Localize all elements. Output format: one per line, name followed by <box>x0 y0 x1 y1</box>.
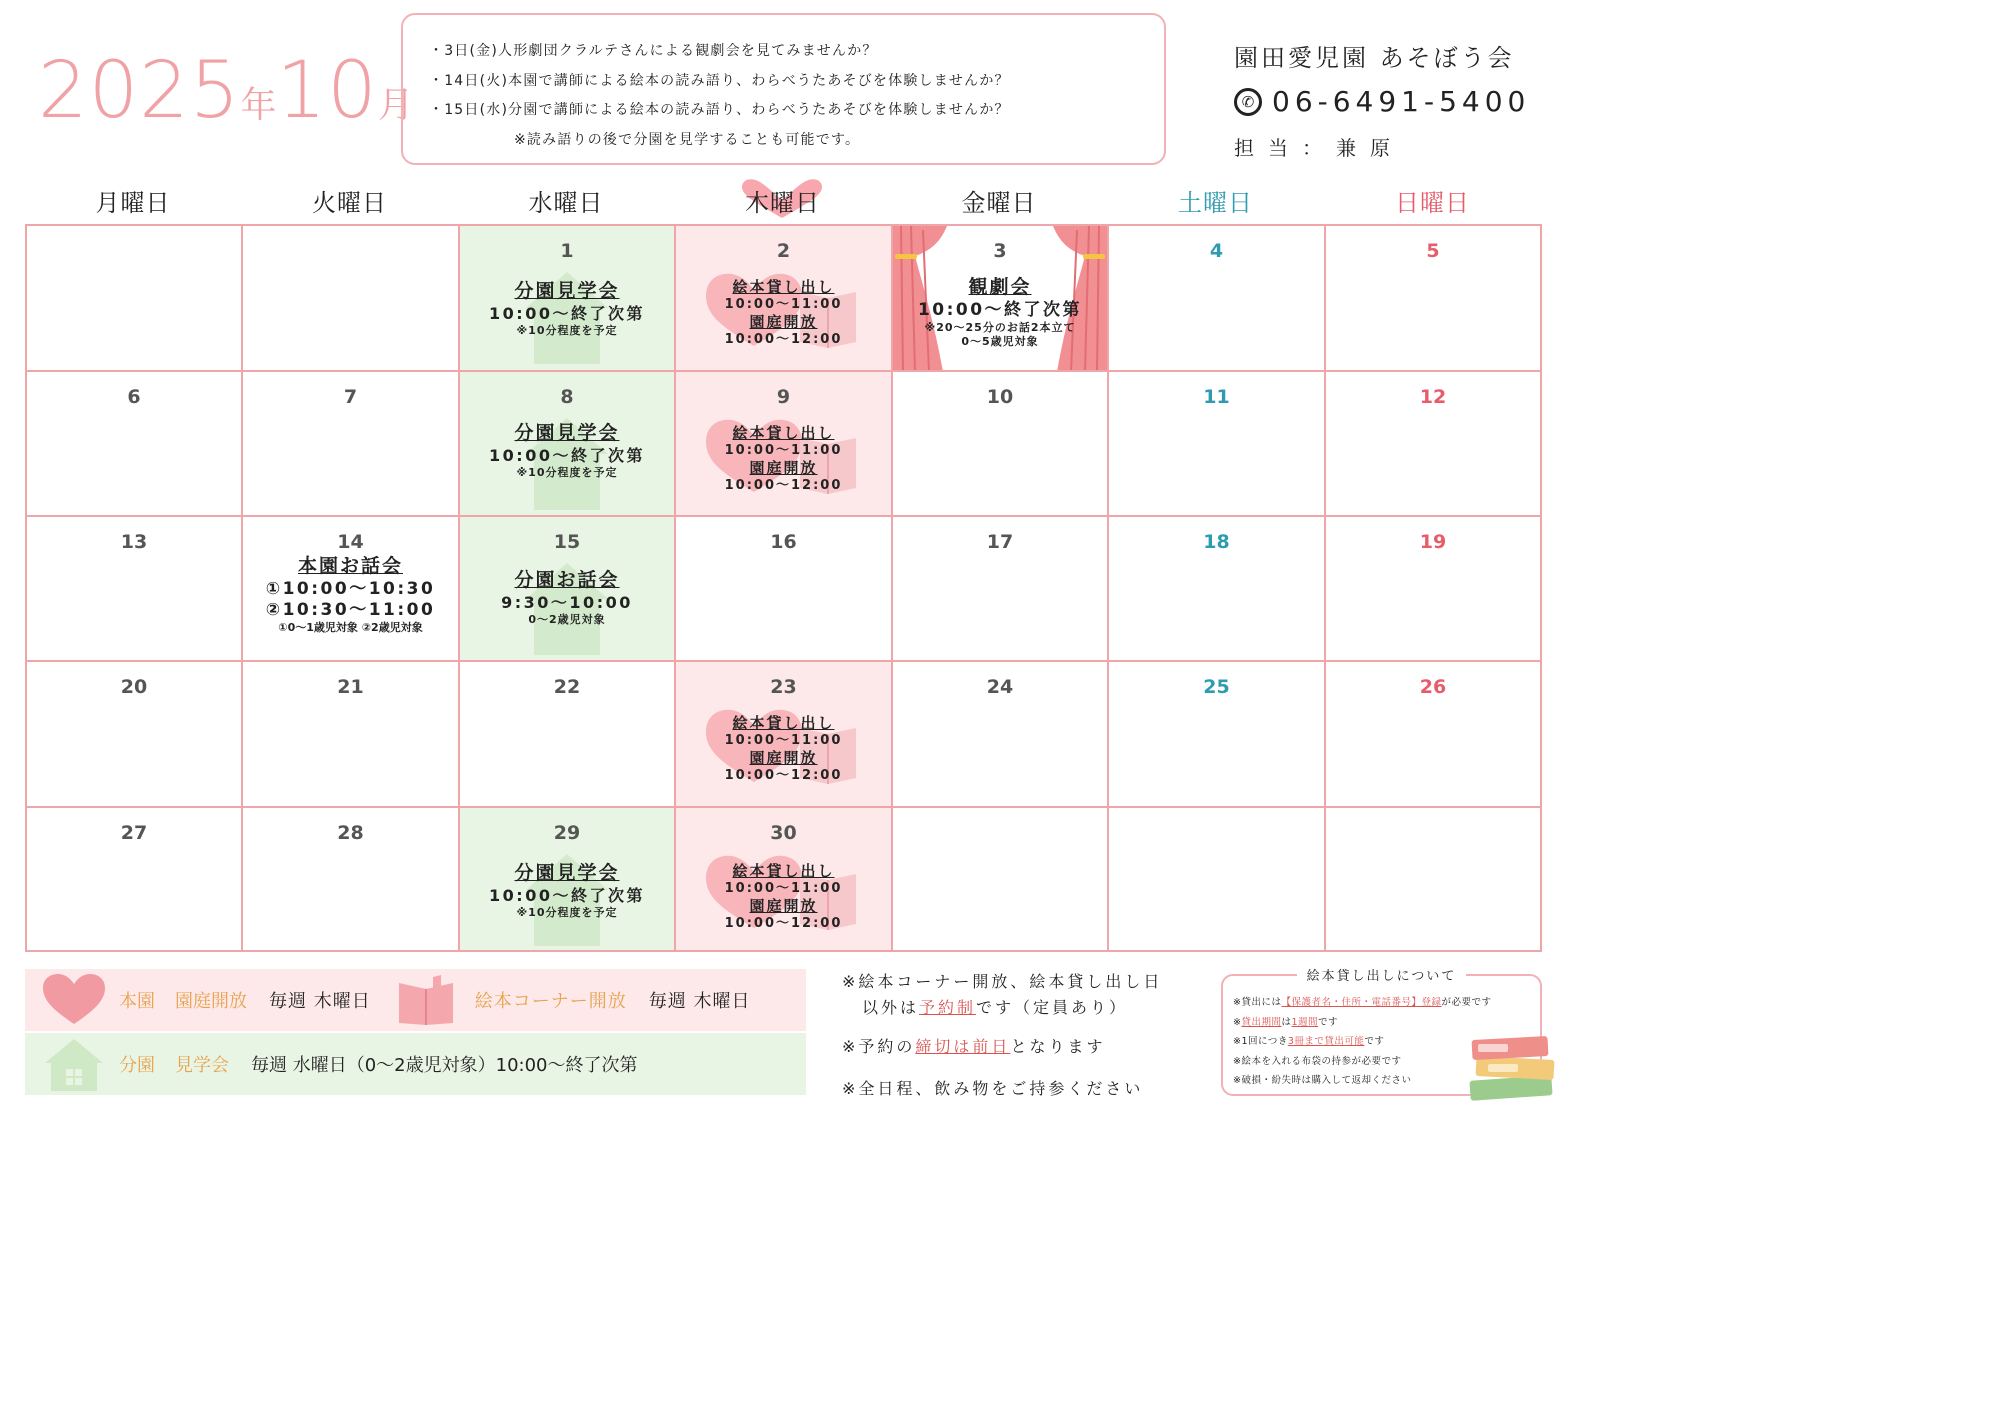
event-time: 10:00～終了次第 <box>489 303 645 323</box>
day-number: 14 <box>337 531 364 553</box>
day-number: 28 <box>337 822 364 844</box>
lending-item-4: ※絵本を入れる布袋の持参が必要です <box>1233 1055 1402 1067</box>
day-cell-21 <box>243 662 460 808</box>
weekday-tue: 火曜日 <box>312 188 387 217</box>
calendar-title <box>38 46 414 136</box>
legend-schedule: 毎週 水曜日（0～2歳児対象）10:00～終了次第 <box>251 1055 638 1076</box>
day-cell-empty <box>243 226 460 372</box>
reservation-rules <box>842 968 1162 1102</box>
books-icon <box>1466 1030 1558 1102</box>
legend-activity: 園庭開放 <box>175 991 247 1012</box>
day-cell-empty <box>1326 808 1542 952</box>
legend-schedule-2: 毎週 木曜日 <box>648 991 751 1012</box>
lending-item-1: ※貸出には【保護者名・住所・電話番号】登録が必要です <box>1233 997 1492 1008</box>
day-number: 24 <box>986 676 1014 698</box>
day-number: 20 <box>120 676 148 698</box>
lending-heading: 絵本貸し出しについて <box>1297 969 1467 984</box>
day-number: 25 <box>1203 676 1230 698</box>
day-number: 29 <box>553 822 581 844</box>
event-ehon-kashidashi <box>676 424 891 494</box>
notice-line-4: ※読み語りの後で分園を見学することも可能です。 <box>514 131 861 148</box>
day-cell-15 <box>460 517 676 662</box>
day-cell-14 <box>243 517 460 662</box>
day-number: 23 <box>770 676 797 698</box>
event-note: 0～2歳児対象 <box>528 612 606 626</box>
org-name: 園田愛児園 あそぼう会 <box>1234 44 1515 72</box>
day-cell-29 <box>460 808 676 952</box>
event-title: 絵本貸し出し <box>732 424 835 442</box>
event-title-2: 園庭開放 <box>749 897 818 915</box>
lending-items <box>1233 993 1492 1091</box>
day-cell-28 <box>243 808 460 952</box>
event-title: 分園見学会 <box>514 422 620 444</box>
legend-place: 分園 <box>119 1055 155 1076</box>
event-time-2: 10:00～12:00 <box>724 331 843 347</box>
day-cell-25 <box>1109 662 1326 808</box>
day-cell-4 <box>1109 226 1326 372</box>
legend-activity: 見学会 <box>175 1055 229 1076</box>
event-bunen-kengakukai <box>460 422 674 480</box>
event-time-2: 10:00～12:00 <box>724 477 843 493</box>
day-cell-26 <box>1326 662 1542 808</box>
day-number: 5 <box>1426 240 1440 262</box>
day-number: 10 <box>986 386 1014 408</box>
day-number: 13 <box>120 531 148 553</box>
weekday-sat: 土曜日 <box>1178 188 1253 217</box>
lending-item-2: ※貸出期間は1週間です <box>1233 1016 1339 1028</box>
year: 2025 <box>38 46 241 136</box>
notice-line-1: ・3日(金)人形劇団クラルテさんによる観劇会を見てみませんか？ <box>429 43 878 59</box>
rule-1: ※絵本コーナー開放、絵本貸し出し日 <box>842 972 1163 991</box>
phone-icon: ✆ <box>1234 88 1262 116</box>
day-number: 21 <box>337 676 364 698</box>
event-time: 10:00～11:00 <box>724 296 843 312</box>
event-ehon-kashidashi <box>676 278 891 348</box>
event-time: 10:00～11:00 <box>724 442 843 458</box>
month: 10 <box>276 46 378 136</box>
day-cell-3 <box>893 226 1109 372</box>
day-cell-empty <box>1109 808 1326 952</box>
event-time-2: 10:00～12:00 <box>724 915 843 931</box>
day-number: 6 <box>127 386 141 408</box>
event-title: 絵本貸し出し <box>732 862 835 880</box>
day-number: 19 <box>1419 531 1447 553</box>
event-ehon-kashidashi <box>676 714 891 784</box>
weekday-sun: 日曜日 <box>1395 188 1470 217</box>
event-bunen-ohanashikai <box>460 569 674 627</box>
day-cell-18 <box>1109 517 1326 662</box>
event-note: ①0～1歳児対象 ②2歳児対象 <box>278 621 423 635</box>
event-title: 絵本貸し出し <box>732 714 835 732</box>
legend-row-bunen <box>25 1033 806 1095</box>
house-icon <box>43 1037 105 1091</box>
event-kangekikai <box>893 276 1107 349</box>
day-number: 18 <box>1203 531 1230 553</box>
notice-line-3: ・15日(水)分園で講師による絵本の読み語り、わらべうたあそびを体験しませんか？ <box>429 102 1010 118</box>
day-cell-30 <box>676 808 893 952</box>
book-icon <box>397 975 455 1025</box>
event-bunen-kengakukai <box>460 862 674 920</box>
event-time: 10:00～11:00 <box>724 732 843 748</box>
day-number: 11 <box>1203 386 1230 408</box>
day-cell-23 <box>676 662 893 808</box>
day-number: 3 <box>993 240 1007 262</box>
event-time: 10:00～11:00 <box>724 880 843 896</box>
day-number: 26 <box>1419 676 1447 698</box>
weekday-fri: 金曜日 <box>961 188 1037 217</box>
day-cell-6 <box>27 372 243 517</box>
day-number: 9 <box>776 386 791 408</box>
legend-place: 本園 <box>119 991 155 1012</box>
event-title: 分園見学会 <box>514 280 620 302</box>
calendar-grid <box>25 224 1542 952</box>
heart-icon <box>43 974 105 1026</box>
event-title: 観劇会 <box>968 276 1032 298</box>
day-cell-16 <box>676 517 893 662</box>
day-cell-8 <box>460 372 676 517</box>
day-number: 17 <box>986 531 1014 553</box>
rule-1-cont: 以外は予約制です（定員あり） <box>862 998 1129 1017</box>
day-cell-24 <box>893 662 1109 808</box>
event-time-2: ②10:30～11:00 <box>265 600 436 620</box>
event-honen-ohanashikai <box>243 555 458 635</box>
event-title: 本園お話会 <box>297 555 403 577</box>
staff-name: 担当：兼原 <box>1234 136 1404 160</box>
rule-3: ※全日程、飲み物をご持参ください <box>842 1079 1144 1098</box>
event-note: ※10分程度を予定 <box>516 905 618 919</box>
legend-schedule: 毎週 木曜日 <box>269 991 371 1012</box>
day-number: 12 <box>1419 386 1447 408</box>
day-cell-empty <box>27 226 243 372</box>
day-cell-1 <box>460 226 676 372</box>
day-number: 4 <box>1209 240 1224 262</box>
event-title-2: 園庭開放 <box>749 313 818 331</box>
day-number: 30 <box>770 822 797 844</box>
event-title: 絵本貸し出し <box>732 278 835 296</box>
day-number: 22 <box>553 676 581 698</box>
day-cell-empty <box>893 808 1109 952</box>
month-unit: 月 <box>377 85 414 126</box>
year-unit: 年 <box>240 85 277 126</box>
event-time: 9:30～10:00 <box>501 592 633 612</box>
event-note: ※10分程度を予定 <box>516 323 618 337</box>
day-number: 15 <box>553 531 581 553</box>
event-time: 10:00～終了次第 <box>489 445 645 465</box>
rule-2: ※予約の締切は前日となります <box>842 1037 1106 1056</box>
day-cell-22 <box>460 662 676 808</box>
weekday-wed: 水曜日 <box>528 188 604 217</box>
day-cell-5 <box>1326 226 1542 372</box>
org-info <box>1234 38 1530 161</box>
day-number: 8 <box>560 386 574 408</box>
day-cell-17 <box>893 517 1109 662</box>
day-number: 7 <box>343 386 358 408</box>
day-cell-2 <box>676 226 893 372</box>
lending-item-3: ※1回につき3冊まで貸出可能です <box>1233 1036 1385 1047</box>
day-number: 1 <box>560 240 574 262</box>
notice-line-2: ・14日(火)本園で講師による絵本の読み語り、わらべうたあそびを体験しませんか？ <box>429 72 1010 89</box>
day-cell-11 <box>1109 372 1326 517</box>
event-bunen-kengakukai <box>460 280 674 338</box>
event-note: ※20～25分のお話2本立て <box>924 321 1076 334</box>
day-number: 2 <box>776 240 791 262</box>
weekday-thu: 木曜日 <box>745 188 820 217</box>
legend-row-honen <box>25 969 806 1031</box>
event-title: 分園お話会 <box>514 569 620 591</box>
day-cell-12 <box>1326 372 1542 517</box>
day-cell-13 <box>27 517 243 662</box>
day-cell-20 <box>27 662 243 808</box>
event-title-2: 園庭開放 <box>749 749 818 767</box>
day-cell-27 <box>27 808 243 952</box>
notice-box <box>401 13 1166 165</box>
day-cell-19 <box>1326 517 1542 662</box>
event-title-2: 園庭開放 <box>749 459 818 477</box>
weekday-mon: 月曜日 <box>95 188 171 217</box>
event-ehon-kashidashi <box>676 862 891 932</box>
day-cell-9 <box>676 372 893 517</box>
day-cell-7 <box>243 372 460 517</box>
event-time: 10:00～終了次第 <box>917 299 1083 320</box>
event-note: ※10分程度を予定 <box>516 465 618 479</box>
event-time-2: 10:00～12:00 <box>724 767 843 783</box>
day-number: 16 <box>770 531 797 553</box>
event-note-2: 0～5歳児対象 <box>961 334 1039 348</box>
event-time-1: ①10:00～10:30 <box>265 578 436 599</box>
legend-activity-2: 絵本コーナー開放 <box>474 991 627 1012</box>
phone-number <box>1234 85 1530 118</box>
event-title: 分園見学会 <box>514 862 620 884</box>
event-time: 10:00～終了次第 <box>489 885 645 905</box>
phone-text: 06-6491-5400 <box>1272 85 1531 118</box>
lending-item-5: ※破損・紛失時は購入して返却ください <box>1233 1075 1412 1086</box>
day-cell-10 <box>893 372 1109 517</box>
day-number: 27 <box>120 822 148 844</box>
